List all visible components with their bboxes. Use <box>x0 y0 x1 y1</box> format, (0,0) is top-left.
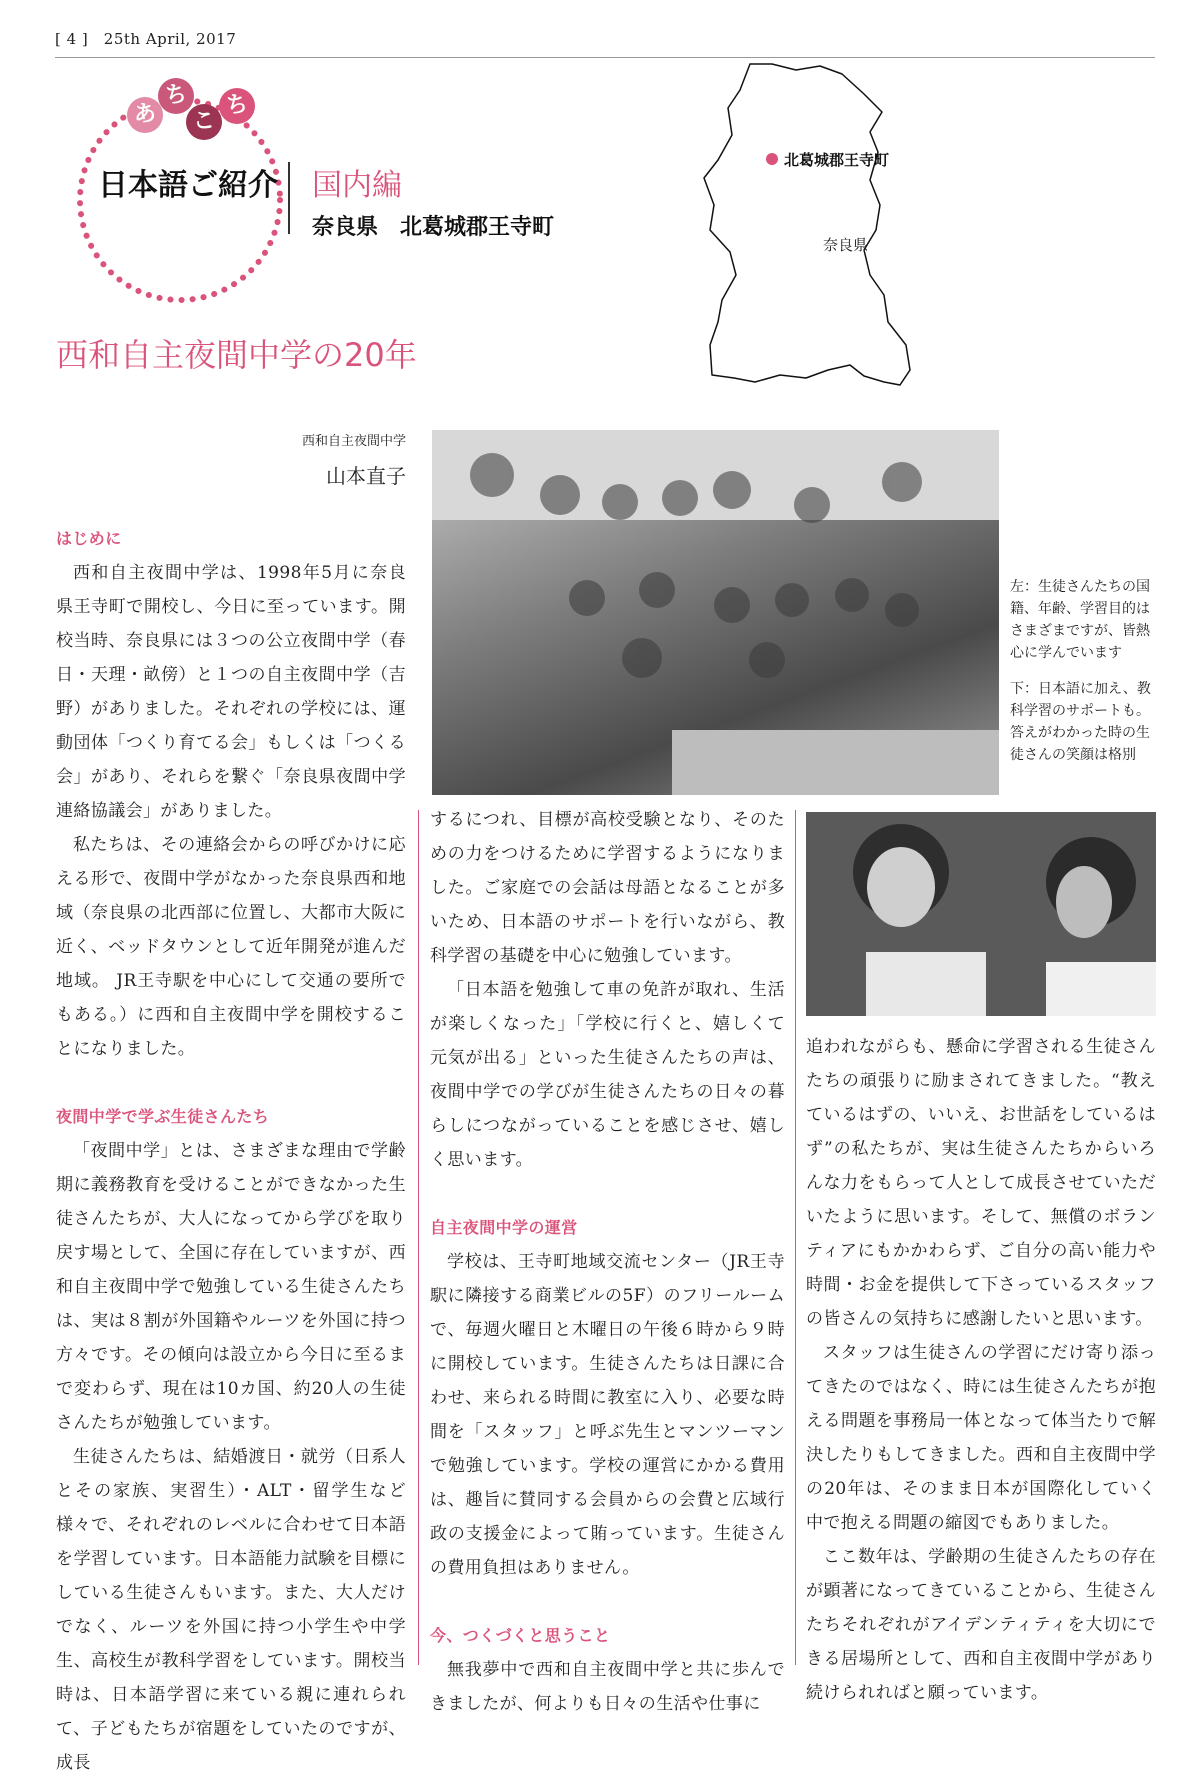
paragraph: 生徒さんたちは、結婚渡日・就労（日系人とその家族、実習生）・ALT・留学生など様々で、それぞれのレベルに合わせて日本語を学習しています。日本語能力試験を目標にしている生徒さんもいます。また、大人だけでなく、ルーツを外国に持つ小学生や中学生、高校生が教科学習をしています。開校当時は、日本語学習に来ている親に連れられて、子どもたちが宿題をしていたのですが、成長 <box>56 1447 406 1773</box>
location-dot-icon <box>766 153 778 165</box>
map-pref-label: 奈良県 <box>823 236 869 254</box>
paragraph: 学校は、王寺町地域交流センター（JR王寺駅に隣接する商業ビルの5F）のフリールームで、毎週火曜日と木曜日の午後６時から９時に開校しています。生徒さんたちは日課に合わせ、来られる時間に教室に入り、必要な時間を「スタッフ」と呼ぶ先生とマンツーマンで勉強しています。学校の運営にかかる費用は、趣旨に賛同する会員からの会費と広域行政の支援金によって賄っています。生徒さんの費用負担はありません。 <box>430 1252 785 1578</box>
circle-title: 日本語ご紹介 <box>98 168 278 203</box>
heading-intro: はじめに <box>56 529 122 548</box>
paragraph: 西和自主夜間中学は、1998年5月に奈良県王寺町で開校し、今日に至っています。開校当時、奈良県には３つの公立夜間中学（春日・天理・畝傍）と１つの自主夜間中学（吉野）がありました。それぞれの学校には、運動団体「つくり育てる会」もしくは「つくる会」があり、それらを繋ぐ「奈良県夜間中学連絡協議会」がありました。 <box>56 563 406 821</box>
column-rule-1 <box>418 810 419 1665</box>
heading-reflection: 今、つくづくと思うこと <box>430 1626 611 1645</box>
page-info: [ 4 ] 25th April, 2017 <box>55 30 237 48</box>
paragraph: 「日本語を勉強して車の免許が取れ、生活が楽しくなった」「学校に行くと、嬉しくて元気が出る」といった生徒さんたちの声は、夜間中学での学びが生徒さんたちの日々の暮らしにつながっていることを感じさせ、嬉しく思います。 <box>430 980 785 1170</box>
paragraph: 私たちは、その連絡会からの呼びかけに応える形で、夜間中学がなかった奈良県西和地域（奈良県の北西部に位置し、大都市大阪に近く、ベッドタウンとして近年開発が進んだ地域。 JR王寺駅を中心にして交通の要所でもある。）に西和自主夜間中学を開校することになりました。 <box>56 835 406 1059</box>
column-1 <box>56 522 406 1780</box>
nara-map-icon <box>700 60 930 390</box>
place-label: 奈良県 北葛城郡王寺町 <box>312 215 555 240</box>
study-photo <box>806 812 1156 1016</box>
paragraph: するにつれ、目標が高校受験となり、そのための力をつけるために学習するようになりました。ご家庭での会話は母語となることが多いため、日本語のサポートを行いながら、教科学習の基礎を中心に勉強しています。 <box>430 810 785 966</box>
paragraph: ここ数年は、学齢期の生徒さんたちの存在が顕著になってきていることから、生徒さんたちそれぞれがアイデンティティを大切にできる居場所として、西和自主夜間中学があり続けられればと願っています。 <box>806 1547 1156 1703</box>
section-label: 国内編 <box>312 168 402 203</box>
map-town-label: 北葛城郡王寺町 <box>784 151 890 169</box>
bubble-chi-2: ち <box>219 88 255 124</box>
caption-left: 左：生徒さんたちの国籍、年齢、学習目的はさまざまですが、皆熱心に学んでいます <box>1010 579 1150 661</box>
group-photo <box>432 430 999 795</box>
photo-captions <box>1010 576 1160 780</box>
title-divider <box>288 162 290 234</box>
author-name: 山本直子 <box>326 464 406 488</box>
column-3 <box>806 1030 1156 1710</box>
bubble-chi: ち <box>158 78 194 114</box>
author-affiliation: 西和自主夜間中学 <box>301 434 406 449</box>
paragraph: 「夜間中学」とは、さまざまな理由で学齢期に義務教育を受けることができなかった生徒さんたちが、大人になってから学びを取り戻す場として、全国に存在していますが、西和自主夜間中学で勉強している生徒さんたちは、実は８割が外国籍やルーツを外国に持つ方々です。その傾向は設立から今日に至るまで変わらず、現在は10カ国、約20人の生徒さんたちが勉強しています。 <box>56 1141 406 1433</box>
heading-students: 夜間中学で学ぶ生徒さんたち <box>56 1107 270 1126</box>
caption-below: 下：日本語に加え、教科学習のサポートも。答えがわかった時の生徒さんの笑顔は格別 <box>1010 681 1151 763</box>
bubble-a: あ <box>127 97 163 133</box>
article-title: 西和自主夜間中学の20年 <box>56 336 417 374</box>
bubble-ko: こ <box>186 104 222 140</box>
paragraph: 追われながらも、懸命に学習される生徒さんたちの頑張りに励まされてきました。“教えているはずの、いいえ、お世話をしているはず”の私たちが、実は生徒さんたちからいろんな力をもらって人として成長させていただいたように思います。そして、無償のボランティアにもかかわらず、ご自分の高い能力や時間・お金を提供して下さっているスタッフの皆さんの気持ちに感謝したいと思います。 <box>806 1037 1156 1329</box>
header-rule <box>55 57 1155 58</box>
column-2 <box>430 803 785 1721</box>
paragraph: 無我夢中で西和自主夜間中学と共に歩んできましたが、何よりも日々の生活や仕事に <box>430 1660 785 1714</box>
column-rule-2 <box>795 810 796 1665</box>
heading-operation: 自主夜間中学の運営 <box>430 1218 578 1237</box>
paragraph: スタッフは生徒さんの学習にだけ寄り添ってきたのではなく、時には生徒さんたちが抱える問題を事務局一体となって体当たりで解決したりもしてきました。西和自主夜間中学の20年は、そのまま日本が国際化していく中で抱える問題の縮図でもありました。 <box>806 1343 1156 1533</box>
